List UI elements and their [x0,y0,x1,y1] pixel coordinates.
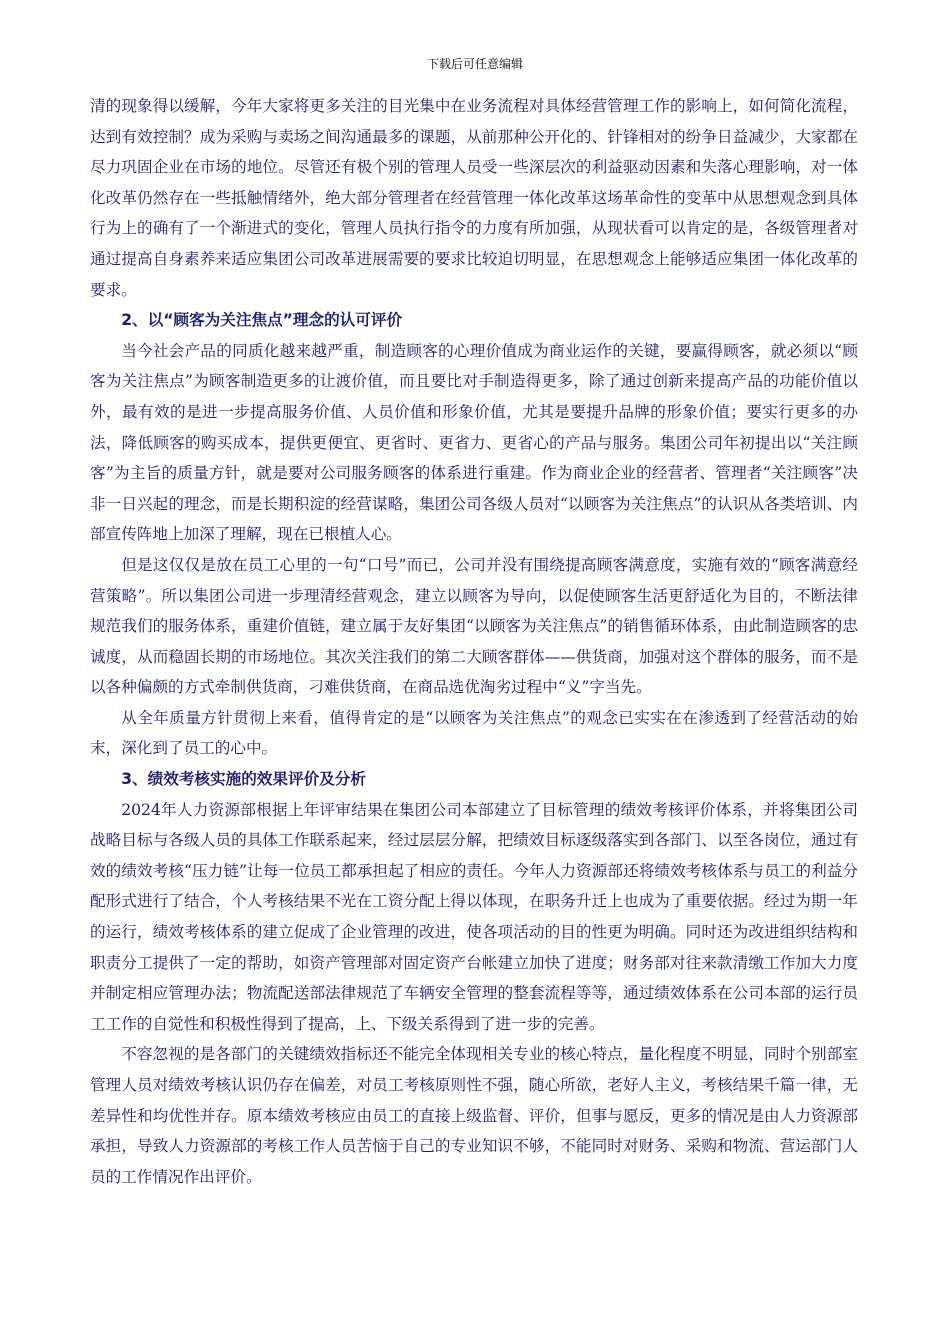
paragraph-performance-issues: 不容忽视的是各部门的关键绩效指标还不能完全体现相关专业的核心特点，量化程度不明显，同时个别部室管理人员对绩效考核认识仍存在偏差，对员工考核原则性不强，随心所欲，老好人主义，考核结果千篇一律，无差异性和均优性并存。原本绩效考核应由员工的直接上级监督、评价，但事与愿反，更多的情况是由人力资源部承担，导致人力资源部的考核工作人员苦恼于自己的专业知识不够，不能同时对财务、采购和物流、营运部门人员的工作情况作出评价。 [90,1045,858,1186]
paragraph-customer-focus: 当今社会产品的同质化越来越严重，制造顾客的心理价值成为商业运作的关键，要赢得顾客，就必须以“顾客为关注焦点”为顾客制造更多的让渡价值，而且要比对手制造得更多，除了通过创新来提高产品的功能价值以外，最有效的是进一步提高服务价值、人员价值和形象价值，尤其是要提升品牌的形象价值；要实行更多的办法，降低顾客的购买成本，提供更便宜、更省时、更省力、更省心的产品与服务。集团公司年初提出以“关注顾客”为主旨的质量方针，就是要对公司服务顾客的体系进行重建。作为商业企业的经营者、管理者“关注顾客”决非一日兴起的理念，而是长期积淀的经营谋略，集团公司各级人员对“以顾客为关注焦点”的认识从各类培训、内部宣传阵地上加深了理解，现在已根植人心。 [90,341,858,544]
section-heading-2: 2、以“顾客为关注焦点”理念的认可评价 [121,311,403,330]
paragraph-quality-policy: 从全年质量方针贯彻上来看，值得肯定的是“以顾客为关注焦点”的观念已实实在在渗透到了经营活动的始末，深化到了员工的心中。 [90,708,858,758]
paragraph-performance-system: 2024年人力资源部根据上年评审结果在集团公司本部建立了目标管理的绩效考核评价体系，并将集团公司战略目标与各级人员的具体工作联系起来，经过层层分解，把绩效目标逐级落实到各部门、以至各岗位，通过有效的绩效考核“压力链”让每一位员工都承担起了相应的责任。今年人力资源部还将绩效考核体系与员工的利益分配形式进行了结合，个人考核结果不光在工资分配上得以体现，在职务升迁上也成为了重要依据。经过为期一年的运行，绩效考核体系的建立促成了企业管理的改进，使各项活动的目的性更为明确。同时还为改进组织结构和职责分工提供了一定的帮助，如资产管理部对固定资产台帐建立加快了进度；财务部对往来款清缴工作加大力度并制定相应管理办法；物流配送部法律规范了车辆安全管理的整套流程等等，通过绩效体系在公司本部的运行员工工作的自觉性和积极性得到了提高，上、下级关系得到了进一步的完善。 [90,800,858,1033]
page-header: 下载后可任意编辑 [426,57,523,71]
document-body [90,91,858,1192]
section-heading-3: 3、绩效考核实施的效果评价及分析 [121,770,366,789]
paragraph-customer-strategy: 但是这仅仅是放在员工心里的一句“口号”而已，公司并没有围绕提高顾客满意度，实施有效的“顾客满意经营策略”。所以集团公司进一步理清经营观念，建立以顾客为导向，以促使顾客生活更舒适化为目的，不断法律规范我们的服务体系，重建价值链，建立属于友好集团“以顾客为关注焦点”的销售循环体系，由此制造顾客的忠诚度，从而稳固长期的市场地位。其次关注我们的第二大顾客群体——供货商，加强对这个群体的服务，而不是以各种偏颇的方式牵制供货商，刁难供货商，在商品选优淘劣过程中“义”字当先。 [90,555,858,697]
paragraph-continuation: 清的现象得以缓解，今年大家将更多关注的目光集中在业务流程对具体经营管理工作的影响上，如何简化流程，达到有效控制？成为采购与卖场之间沟通最多的课题，从前那种公开化的、针锋相对的纷争日益减少，大家都在尽力巩固企业在市场的地位。尽管还有极个别的管理人员受一些深层次的利益驱动因素和失落心理影响，对一体化改革仍然存在一些抵触情绪外，绝大部分管理者在经营管理一体化改革这场革命性的变革中从思想观念到具体行为上的确有了一个渐进式的变化，管理人员执行指令的力度有所加强，从现状看可以肯定的是，各级管理者对通过提高自身素养来适应集团公司改革进展需要的要求比较迫切明显，在思想观念上能够适应集团一体化改革的要求。 [90,97,858,299]
